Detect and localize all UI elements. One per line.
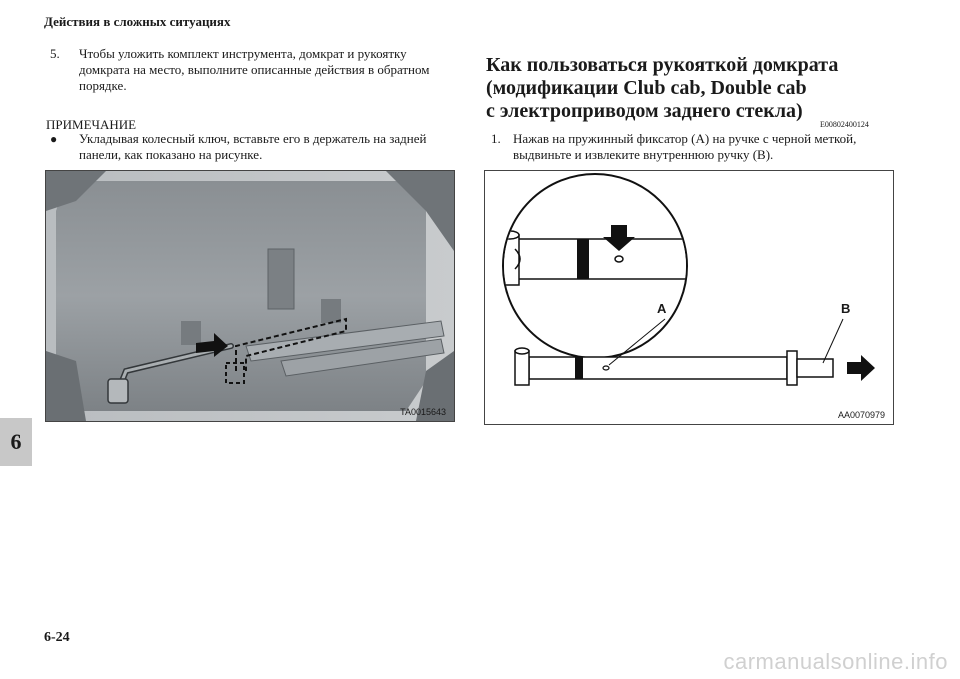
section-code: E00802400124: [820, 120, 869, 129]
section-title-line: (модификации Club cab, Double cab: [486, 77, 807, 99]
section-title: [486, 54, 926, 123]
wheel-wrench-illustration: [46, 171, 454, 421]
note-bullet: ●: [50, 132, 58, 146]
step-1: [491, 131, 911, 163]
note: [50, 131, 460, 163]
step-5: [50, 46, 460, 94]
step-text: Чтобы уложить комплект инструмента, домкрат и рукоятку домкрата на место, выполните описанные действия в обратном порядке.: [79, 46, 430, 93]
chapter-tab: [0, 418, 32, 466]
section-title-line: Как пользоваться рукояткой домкрата: [486, 54, 839, 76]
figure-code: AA0070979: [837, 410, 885, 420]
step-number: 5.: [50, 46, 60, 61]
label-b: B: [841, 301, 851, 316]
figure-wheel-wrench: [45, 170, 455, 422]
figure-code: TA0015643: [400, 407, 446, 417]
section-title-line: с электроприводом заднего стекла): [486, 100, 803, 122]
step-number: 1.: [491, 131, 501, 146]
page-number: 6-24: [44, 630, 70, 645]
figure-jack-handle: [484, 170, 894, 425]
chapter-tab-number: 6: [10, 429, 22, 454]
note-text: Укладывая колесный ключ, вставьте его в держатель на задней панели, как показано на рисунке.: [79, 131, 427, 162]
step-text: Нажав на пружинный фиксатор (A) на ручке с черной меткой, выдвиньте и извлеките внутреннюю ручку (B).: [513, 131, 857, 162]
note-label: ПРИМЕЧАНИЕ: [46, 117, 137, 132]
label-a: A: [657, 301, 667, 316]
jack-handle-illustration: [485, 171, 893, 424]
chapter-header: Действия в сложных ситуациях: [44, 14, 231, 29]
watermark: carmanualsonline.info: [723, 649, 948, 674]
